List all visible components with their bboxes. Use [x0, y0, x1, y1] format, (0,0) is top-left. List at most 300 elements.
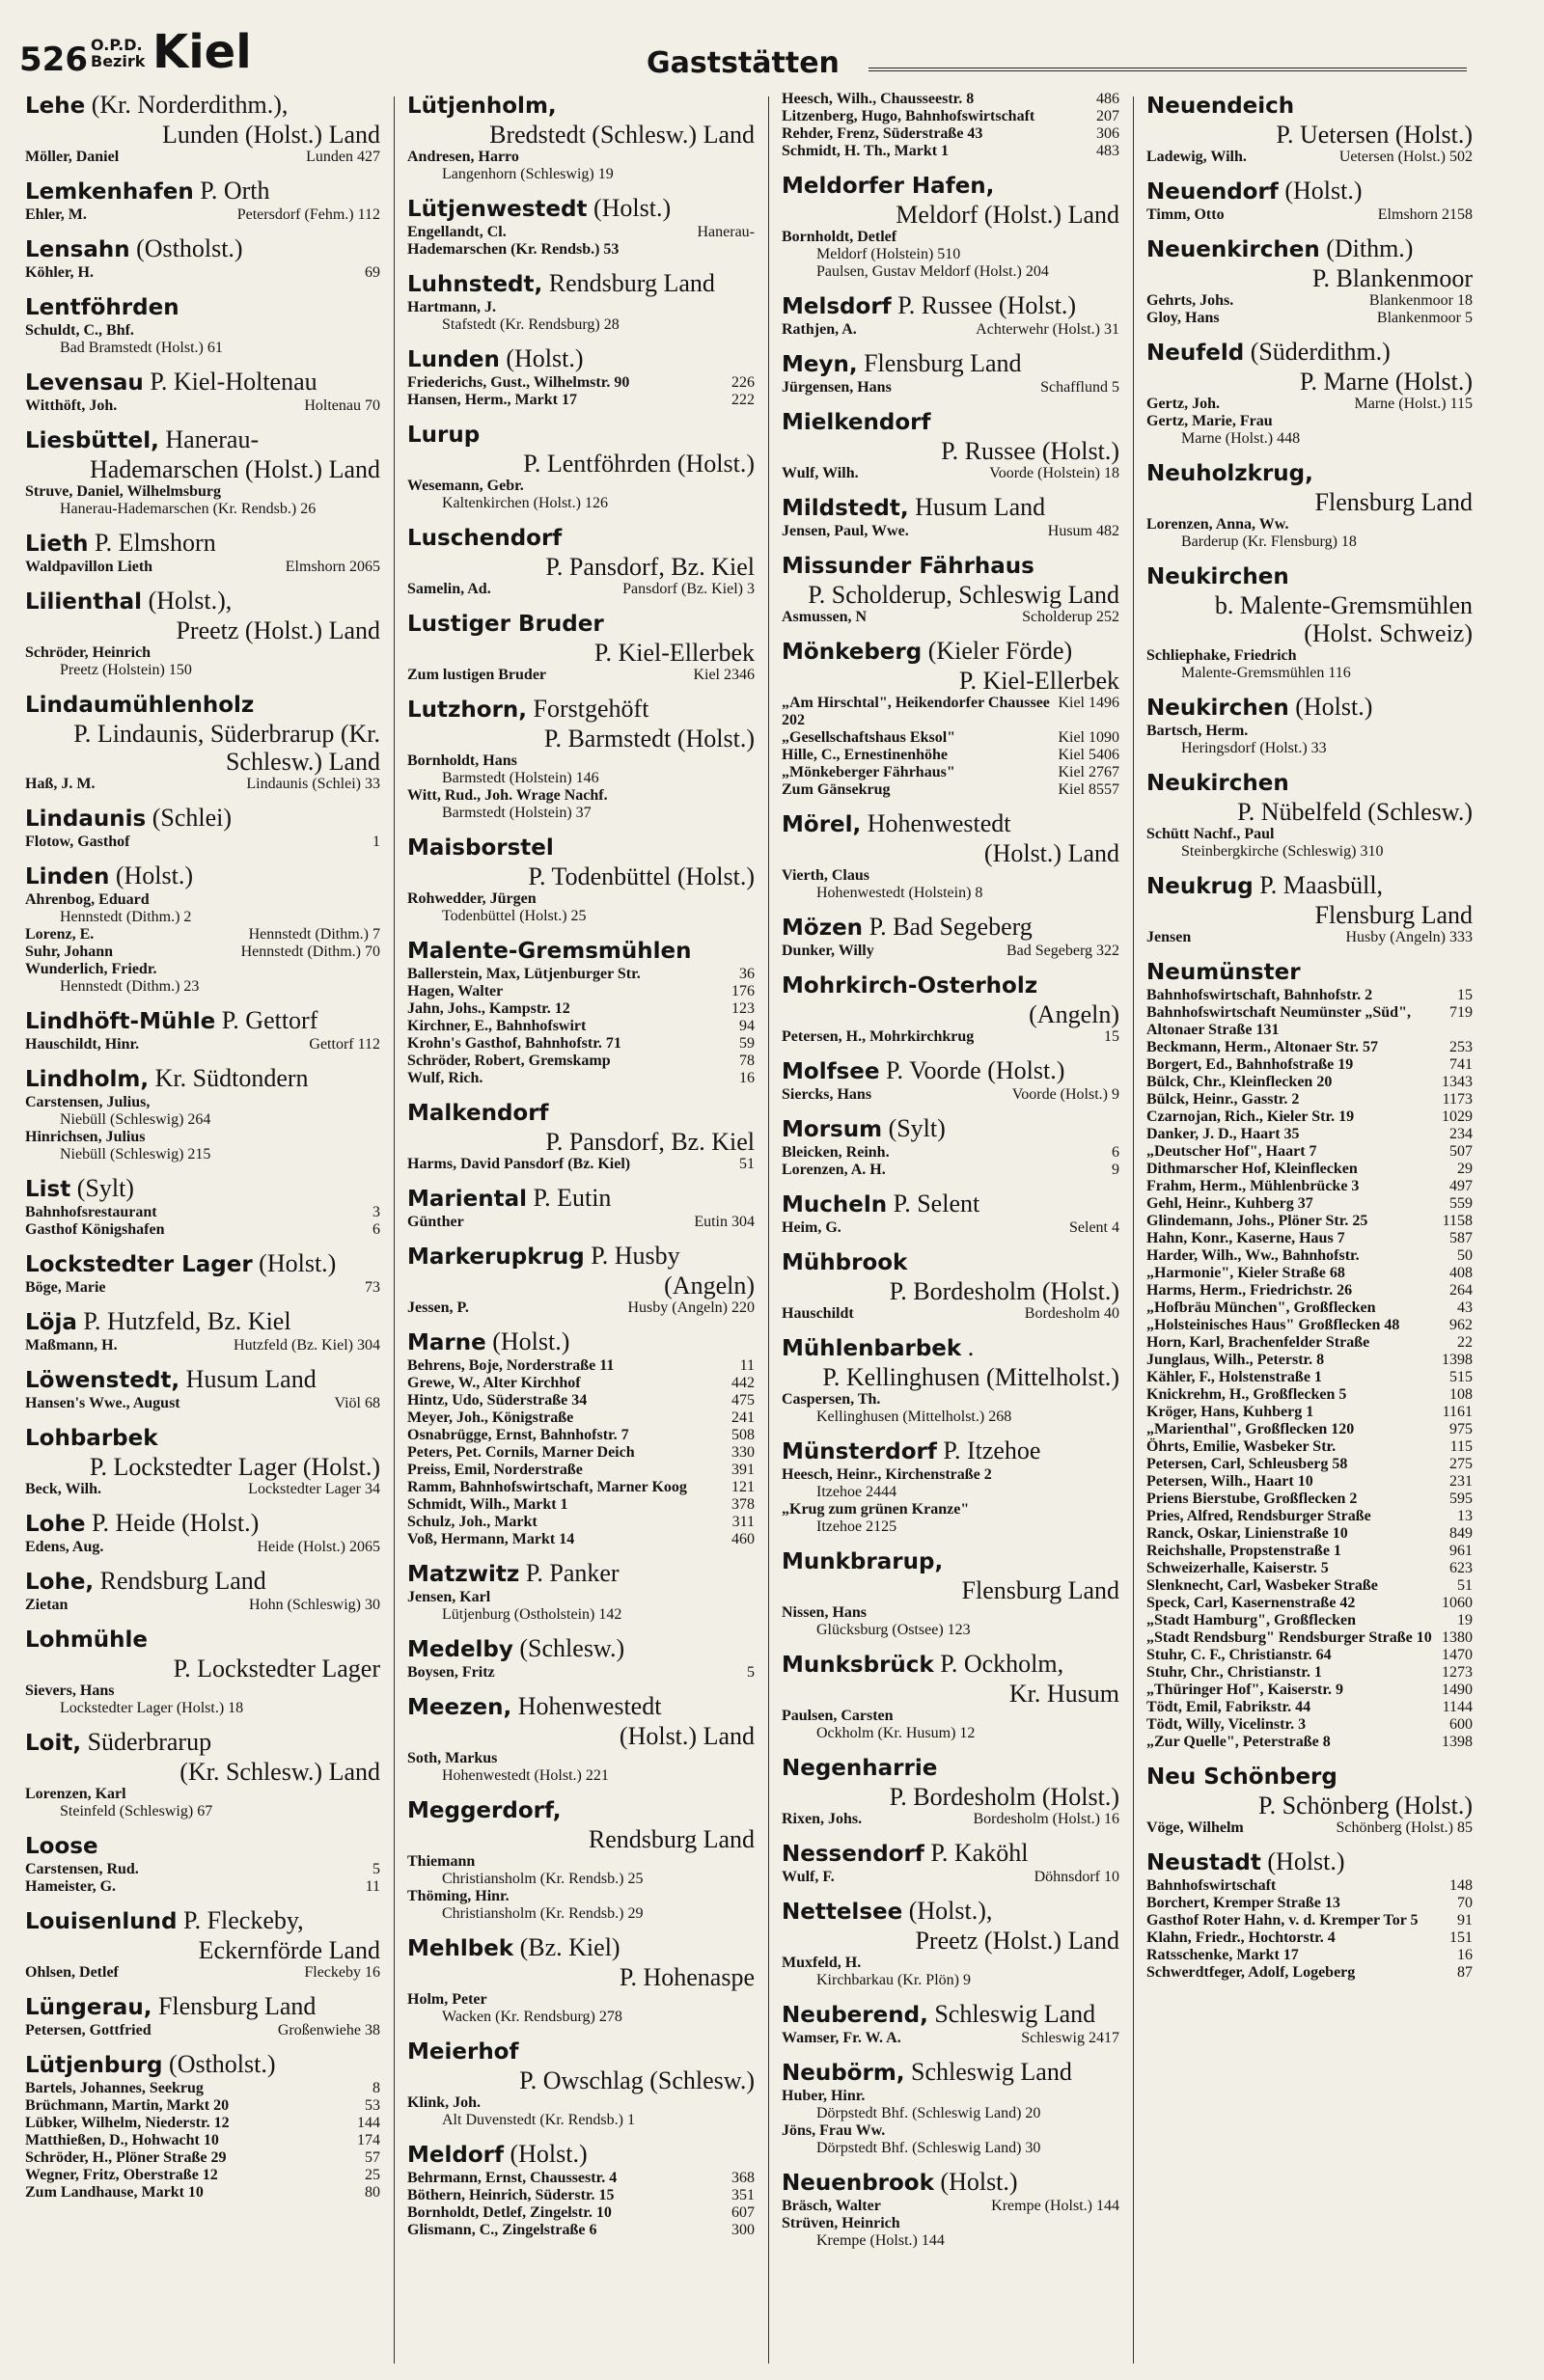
- place-detail: (Holst.): [1267, 1847, 1345, 1875]
- listing-name: Voß, Hermann, Markt 14: [407, 1531, 575, 1547]
- place-detail: (Holst.),: [908, 1897, 993, 1925]
- listing-location: Marne (Holst.) 448: [1181, 430, 1301, 447]
- listing-name: Holm, Peter: [407, 1991, 487, 2008]
- listing-phone: Blankenmoor 18: [1368, 292, 1473, 309]
- place-entry: [1146, 234, 1473, 327]
- place-detail: (Süderdithm.): [1250, 338, 1391, 366]
- listing-name: Harms, Herm., Friedrichstr. 26: [1146, 1282, 1353, 1299]
- listing-row: [25, 1094, 380, 1111]
- place-detail: (Sylt): [76, 1174, 134, 1202]
- listing-phone: 391: [731, 1462, 755, 1478]
- listing-phone: 486: [1096, 91, 1119, 107]
- place-postal: Hademarschen (Holst.) Land: [89, 455, 380, 483]
- place-heading: [1146, 768, 1473, 798]
- listing-row: [25, 2022, 380, 2039]
- place-name: Mörel,: [782, 812, 862, 837]
- listing-phone: 15: [1457, 987, 1473, 1003]
- listing-phone: 29: [1457, 1161, 1473, 1177]
- listing-name: Petersen, H., Mohrkirchkrug: [782, 1028, 975, 1045]
- listing-row: [25, 1481, 380, 1498]
- listing-name: Krohn's Gasthof, Bahnhofstr. 71: [407, 1035, 621, 1052]
- listing-name: Borgert, Ed., Bahnhofstraße 19: [1146, 1056, 1354, 1073]
- listing-location: Wacken (Kr. Rendsburg) 278: [442, 2009, 622, 2025]
- place-postal: (Angeln): [664, 1272, 755, 1299]
- listing-phone: 148: [1449, 1877, 1473, 1894]
- listing-name: Schmidt, H. Th., Markt 1: [782, 143, 950, 159]
- listing-location: Hohenwestedt (Holstein) 8: [816, 885, 983, 901]
- listing-location: Itzehoe 2125: [816, 1518, 897, 1535]
- listing-row: [1146, 1108, 1473, 1126]
- place-postal: Flensburg Land: [1314, 901, 1473, 929]
- listing-row: [407, 1462, 755, 1479]
- listing-name: Lübker, Wilhelm, Niederstr. 12: [25, 2115, 230, 2131]
- listing-phone: Elmshorn 2158: [1377, 206, 1473, 223]
- listing-name: „Stadt Hamburg", Großflecken: [1146, 1612, 1357, 1628]
- place-postal: P. Bordesholm (Holst.): [889, 1277, 1119, 1305]
- place-heading: [407, 194, 755, 224]
- listing-name: Zum Landhause, Markt 10: [25, 2184, 204, 2201]
- listing-name: Dithmarscher Hof, Kleinflecken: [1146, 1161, 1358, 1177]
- listing-name: Junglaus, Wilh., Peterstr. 8: [1146, 1352, 1325, 1368]
- listing-phone: Kiel 5406: [1058, 747, 1119, 763]
- place-entry: [782, 809, 1119, 902]
- listing-row: [407, 1496, 755, 1514]
- place-detail: Rendsburg Land: [548, 269, 715, 297]
- place-postal: P. Barmstedt (Holst.): [543, 725, 755, 752]
- place-entry: [782, 1114, 1119, 1179]
- listing-name: Jahn, Johs., Kampstr. 12: [407, 1000, 570, 1017]
- listing-name: Huber, Hinr.: [782, 2088, 866, 2104]
- listing-continuation: [407, 1767, 755, 1785]
- place-name: Neustadt: [1146, 1850, 1261, 1875]
- place-name: Lindhöft-Mühle: [25, 1009, 216, 1034]
- listing-row: [782, 465, 1119, 482]
- listing-phone: 368: [731, 2170, 755, 2186]
- place-detail: (Ostholst.): [136, 234, 243, 262]
- listing-continuation: [782, 1518, 1119, 1536]
- place-detail: (Kr. Norderdithm.),: [91, 91, 289, 119]
- place-name: Neu Schönberg: [1146, 1764, 1337, 1790]
- place-heading: [407, 1795, 755, 1825]
- place-heading: [1146, 234, 1473, 264]
- listing-phone: Selent 4: [1069, 1219, 1119, 1236]
- listing-location: Heringsdorf (Holst.) 33: [1181, 740, 1327, 756]
- listing-row: [25, 776, 380, 793]
- place-entry: [407, 2140, 755, 2239]
- place-name: Loose: [25, 1834, 98, 1859]
- place-heading: [25, 368, 380, 397]
- place-postal: (Kr. Schlesw.) Land: [179, 1758, 380, 1786]
- place-entry: [782, 407, 1119, 482]
- listing-row: [1146, 1819, 1473, 1837]
- listing-phone: Hennstedt (Dithm.) 70: [240, 944, 380, 960]
- listing-phone: 207: [1096, 108, 1119, 124]
- place-heading: [782, 551, 1119, 581]
- listing-row: [407, 224, 755, 241]
- listing-row: [1146, 723, 1473, 740]
- listing-name: Ladewig, Wilh.: [1146, 149, 1247, 165]
- listing-name: Schröder, H., Plöner Straße 29: [25, 2149, 227, 2166]
- place-heading: [782, 349, 1119, 379]
- listing-phone: Blankenmoor 5: [1376, 310, 1473, 326]
- listing-row: [1146, 1369, 1473, 1386]
- place-heading: [782, 2168, 1119, 2198]
- listing-name: Beckmann, Herm., Altonaer Str. 57: [1146, 1039, 1378, 1055]
- place-heading: [407, 936, 755, 966]
- listing-row: [25, 891, 380, 909]
- listing-phone: 6: [1112, 1144, 1119, 1161]
- listing-name: Wulf, F.: [782, 1869, 835, 1885]
- place-name: Levensau: [25, 370, 144, 396]
- place-detail: (Holst.): [593, 194, 672, 222]
- listing-row: [1146, 647, 1473, 665]
- listing-continuation: [782, 2105, 1119, 2122]
- listing-phone: 176: [731, 983, 755, 999]
- listing-name: Hinrichsen, Julius: [25, 1129, 146, 1145]
- listing-continuation: [407, 316, 755, 334]
- listing-phone: Eutin 304: [694, 1214, 755, 1230]
- column-divider: [394, 96, 395, 2364]
- listing-phone: Petersdorf (Fehm.) 112: [236, 206, 380, 223]
- listing-location: Niebüll (Schleswig) 215: [60, 1146, 211, 1163]
- listing-phone: Lockstedter Lager 34: [248, 1481, 380, 1497]
- listing-name: „Thüringer Hof", Kaiserstr. 9: [1146, 1682, 1343, 1698]
- place-entry: [407, 609, 755, 684]
- listing-name: Gehl, Heinr., Kuhberg 37: [1146, 1195, 1313, 1212]
- place-name: Lilienthal: [25, 589, 143, 615]
- listing-row: [407, 1018, 755, 1035]
- place-entry: [782, 2000, 1119, 2047]
- place-name: Lentföhrden: [25, 295, 179, 320]
- listing-name: Thiemann: [407, 1853, 476, 1870]
- district-label: [91, 37, 145, 69]
- place-postal: (Holst.) Land: [619, 1722, 755, 1750]
- place-heading: [407, 1184, 755, 1214]
- listing-name: Rehder, Frenz, Süderstraße 43: [782, 125, 983, 142]
- listing-phone: 59: [739, 1035, 755, 1052]
- place-heading: [25, 1423, 380, 1453]
- place-heading: [407, 1098, 755, 1128]
- listing-phone: Husby (Angeln) 333: [1345, 929, 1473, 945]
- listing-name: Wunderlich, Friedr.: [25, 961, 157, 977]
- listing-location: Christiansholm (Kr. Rendsb.) 25: [442, 1871, 644, 1887]
- place-heading: [782, 493, 1119, 523]
- listing-row: [1146, 1612, 1473, 1629]
- listing-name: Möller, Daniel: [25, 149, 120, 165]
- place-entry: [25, 368, 380, 415]
- listing-name: Slenknecht, Carl, Wasbeker Straße: [1146, 1577, 1378, 1594]
- listing-name: Sievers, Hans: [25, 1682, 115, 1699]
- listing-row: [782, 1144, 1119, 1162]
- place-name: Meezen,: [407, 1695, 512, 1720]
- listing-name: Böge, Marie: [25, 1279, 106, 1296]
- listing-row: [1146, 1560, 1473, 1577]
- listing-phone: 515: [1449, 1369, 1473, 1385]
- listing-name: Lorenzen, A. H.: [782, 1162, 886, 1178]
- listing-row: [1146, 1525, 1473, 1543]
- place-postal: P. Pansdorf, Bz. Kiel: [545, 1128, 755, 1156]
- place-name: Meldorf: [407, 2143, 504, 2168]
- listing-name: Heesch, Heinr., Kirchenstraße 2: [782, 1466, 992, 1483]
- place-heading: [407, 1559, 755, 1589]
- listing-row: [25, 1279, 380, 1297]
- district-line-1: O.P.D.: [91, 36, 143, 54]
- place-detail: (Holst.): [506, 344, 584, 372]
- place-detail: Süderbrarup: [87, 1728, 212, 1756]
- listing-location: Hennstedt (Dithm.) 2: [60, 909, 192, 925]
- listing-phone: 408: [1449, 1265, 1473, 1281]
- listing-row: [407, 752, 755, 770]
- column-divider: [768, 96, 769, 2364]
- place-entry: [407, 1559, 755, 1624]
- place-heading: [407, 1242, 755, 1272]
- place-detail: (Holst.): [1284, 177, 1363, 205]
- place-postal: P. Lindaunis, Süderbrarup (Kr. Schlesw.) Land: [73, 720, 380, 776]
- place-heading: [1146, 458, 1473, 488]
- place-entry: [25, 1906, 380, 1982]
- place-detail: P. Russee (Holst.): [897, 291, 1077, 319]
- place-name: Lockstedter Lager: [25, 1252, 253, 1277]
- listing-phone: 36: [739, 966, 755, 982]
- listing-phone: 483: [1096, 143, 1119, 159]
- listing-row: [1146, 1473, 1473, 1491]
- listing-phone: Krempe (Holst.) 144: [991, 2198, 1119, 2214]
- listing-row: [407, 890, 755, 908]
- listing-name: Behrens, Boje, Norderstraße 11: [407, 1357, 615, 1374]
- listing-phone: 123: [731, 1000, 755, 1017]
- listing-name: Carstensen, Julius,: [25, 1094, 151, 1110]
- listing-phone: 151: [1449, 1929, 1473, 1946]
- listing-phone: 300: [731, 2222, 755, 2238]
- listing-row: [782, 1305, 1119, 1323]
- place-detail: P. Bad Segeberg: [868, 913, 1033, 941]
- place-name: Luhnstedt,: [407, 272, 543, 297]
- listing-phone: 5: [747, 1664, 755, 1681]
- place-entry: [25, 2050, 380, 2202]
- listing-location: Alt Duvenstedt (Kr. Rendsb.) 1: [442, 2112, 635, 2128]
- place-heading: [25, 177, 380, 206]
- place-postal: P. Lockstedter Lager (Holst.): [89, 1453, 380, 1481]
- place-name: Linden: [25, 864, 110, 889]
- place-name: Lehe: [25, 94, 86, 119]
- listing-continuation: [1146, 740, 1473, 757]
- listing-phone: Heide (Holst.) 2065: [257, 1539, 380, 1555]
- listing-row: [25, 559, 380, 576]
- listing-phone: 741: [1449, 1056, 1473, 1073]
- place-entry: [25, 1249, 380, 1297]
- listing-phone: Großenwiehe 38: [277, 2022, 380, 2038]
- place-name: Mözen: [782, 916, 864, 941]
- listing-phone: Voorde (Holstein) 18: [989, 465, 1119, 481]
- listing-phone: Hanerau-: [697, 224, 755, 240]
- place-entry: [1146, 177, 1473, 224]
- place-entry: [407, 1184, 755, 1231]
- place-name: Munksbrück: [782, 1653, 934, 1678]
- place-entry: [25, 1728, 380, 1820]
- listing-row: [25, 1861, 380, 1878]
- listing-name: Gehrts, Johs.: [1146, 292, 1234, 309]
- listing-name: Knickrehm, H., Großflecken 5: [1146, 1386, 1347, 1403]
- listing-phone: 222: [731, 392, 755, 408]
- listing-name: „Stadt Rendsburg" Rendsburger Straße 10: [1146, 1629, 1432, 1646]
- listing-name: Hagen, Walter: [407, 983, 504, 999]
- place-detail: Husum Land: [185, 1365, 317, 1393]
- listing-row: [1146, 149, 1473, 166]
- place-heading: [782, 2000, 1119, 2030]
- place-detail: (Dithm.): [1326, 234, 1414, 262]
- place-heading: [407, 1933, 755, 1963]
- place-postal: P. Todenbüttel (Holst.): [528, 862, 755, 890]
- listing-name: Reichshalle, Propstenstraße 1: [1146, 1543, 1341, 1559]
- listing-phone: 306: [1096, 125, 1119, 142]
- listing-phone: 1060: [1442, 1595, 1473, 1611]
- place-entry: [1146, 693, 1473, 757]
- listing-name: Gertz, Joh.: [1146, 396, 1220, 412]
- place-heading: [407, 2037, 755, 2066]
- listing-name: Matthießen, D., Hohwacht 10: [25, 2132, 219, 2148]
- listing-name: Ratsschenke, Markt 17: [1146, 1947, 1299, 1963]
- listing-phone: 8: [372, 2080, 380, 2096]
- listing-phone: 22: [1457, 1334, 1473, 1351]
- listing-phone: 1161: [1442, 1404, 1473, 1420]
- listing-phone: Schleswig 2417: [1021, 2030, 1119, 2046]
- place-heading: [25, 1249, 380, 1279]
- listing-row: [782, 2198, 1119, 2215]
- place-name: Neuendorf: [1146, 179, 1279, 205]
- place-detail: P. Eutin: [533, 1184, 612, 1212]
- listing-row: [1146, 1213, 1473, 1230]
- place-heading: [25, 1992, 380, 2022]
- listing-name: Maßmann, H.: [25, 1337, 118, 1354]
- listing-location: Langenhorn (Schleswig) 19: [442, 166, 614, 182]
- listing-name: Bartels, Johannes, Seekrug: [25, 2080, 204, 2096]
- place-detail: Hanerau-: [165, 425, 260, 453]
- place-detail: P. Hutzfeld, Bz. Kiel: [83, 1307, 291, 1335]
- listing-name: Haß, J. M.: [25, 776, 96, 792]
- listing-location: Barmstedt (Holstein) 37: [442, 805, 592, 821]
- place-name: Lütjenwestedt: [407, 197, 588, 222]
- listing-name: Hansen, Herm., Markt 17: [407, 392, 577, 408]
- listing-name: Waldpavillon Lieth: [25, 559, 153, 575]
- listing-location: Malente-Gremsmühlen 116: [1181, 665, 1351, 681]
- place-name: Lindholm,: [25, 1067, 150, 1092]
- listing-name: Bahnhofswirtschaft: [1146, 1877, 1277, 1894]
- listing-location: Lütjenburg (Ostholstein) 142: [442, 1606, 622, 1623]
- listing-name: Zietan: [25, 1597, 69, 1613]
- place-postal: P. Owschlag (Schlesw.): [519, 2066, 755, 2094]
- place-postal: P. Scholderup, Schleswig Land: [808, 581, 1119, 609]
- listing-phone: Kiel 2346: [693, 667, 755, 683]
- listing-name: Jensen, Paul, Wwe.: [782, 523, 909, 539]
- place-detail: (Holst.),: [148, 587, 233, 615]
- listing-row: [25, 1964, 380, 1982]
- listing-name: Danker, J. D., Haart 35: [1146, 1126, 1300, 1142]
- listing-phone: Kiel 1090: [1058, 729, 1119, 746]
- listing-name: Bahnhofsrestaurant: [25, 1204, 157, 1220]
- place-detail: P. Selent: [893, 1190, 980, 1217]
- listing-row: [1146, 1178, 1473, 1195]
- listing-row: [782, 747, 1119, 764]
- place-detail: (Holst.): [1295, 693, 1373, 721]
- listing-phone: 378: [731, 1496, 755, 1513]
- listing-phone: Kiel 2767: [1058, 764, 1119, 780]
- listing-location: Dörpstedt Bhf. (Schleswig Land) 30: [816, 2140, 1041, 2156]
- place-detail: (Schlesw.): [519, 1634, 625, 1662]
- place-name: Morsum: [782, 1117, 883, 1142]
- listing-name: Hansen's Wwe., August: [25, 1395, 180, 1411]
- place-postal: Eckernförde Land: [198, 1936, 380, 1964]
- listing-phone: Kiel 1496: [1058, 695, 1119, 711]
- listing-row: [1146, 1143, 1473, 1161]
- place-detail: (Sylt): [888, 1114, 946, 1142]
- listing-phone: 1173: [1442, 1091, 1473, 1108]
- listing-phone: Achterwehr (Holst.) 31: [976, 321, 1119, 338]
- listing-name: Czarnojan, Rich., Kieler Str. 19: [1146, 1108, 1355, 1125]
- listing-row: [407, 2204, 755, 2222]
- place-name: Lurup: [407, 423, 481, 448]
- place-name: Lütjenburg: [25, 2053, 163, 2078]
- listing-name: Preiss, Emil, Norderstraße: [407, 1462, 583, 1478]
- place-heading: [25, 1567, 380, 1597]
- listing-name: Hille, C., Ernestinenhöhe: [782, 747, 949, 763]
- place-heading: [25, 2050, 380, 2080]
- listing-phone: 53: [365, 2097, 380, 2114]
- listing-name: Zum Gänsekrug: [782, 781, 891, 798]
- place-name: Mühlenbarbek: [782, 1336, 962, 1361]
- place-name: Lütjenholm,: [407, 94, 557, 119]
- listing-row: [782, 143, 1119, 160]
- listing-name: Thöming, Hinr.: [407, 1888, 510, 1904]
- listing-name: Peters, Pet. Cornils, Marner Deich: [407, 1444, 635, 1461]
- listing-row: [25, 1539, 380, 1556]
- listing-row: [1146, 413, 1473, 430]
- listing-row: [407, 1053, 755, 1070]
- listing-row: [1146, 310, 1473, 327]
- listing-name: Meyer, Joh., Königstraße: [407, 1409, 574, 1426]
- listing-row: [407, 1299, 755, 1317]
- listing-name: Lorenzen, Anna, Ww.: [1146, 516, 1289, 533]
- listing-row: [782, 91, 1119, 108]
- place-entry: [782, 637, 1119, 799]
- place-entry: [25, 177, 380, 224]
- page-number: 526: [19, 41, 88, 79]
- place-entry: [782, 349, 1119, 397]
- listing-location: Barmstedt (Holstein) 146: [442, 770, 599, 786]
- place-heading: [782, 809, 1119, 839]
- listing-name: Hademarschen (Kr. Rendsb.) 53: [407, 241, 620, 258]
- place-name: Neukirchen: [1146, 696, 1289, 721]
- listing-row: [1146, 1929, 1473, 1947]
- listing-name: Hintz, Udo, Süderstraße 34: [407, 1392, 588, 1409]
- listing-phone: 78: [739, 1053, 755, 1069]
- listing-name: Bleicken, Reinh.: [782, 1144, 890, 1161]
- listing-row: [782, 1219, 1119, 1237]
- place-entry: [1146, 561, 1473, 682]
- listing-row: [407, 2222, 755, 2239]
- listing-row: [25, 322, 380, 340]
- place-detail: (Kieler Förde): [927, 637, 1073, 665]
- place-name: Neuenkirchen: [1146, 237, 1320, 262]
- listing-name: Litzenberg, Hugo, Bahnhofswirtschaft: [782, 108, 1035, 124]
- place-postal: P. Uetersen (Holst.): [1276, 121, 1473, 149]
- place-detail: P. Kaköhl: [930, 1839, 1029, 1867]
- place-postal: Meldorf (Holst.) Land: [896, 201, 1119, 229]
- listing-location: Steinfeld (Schleswig) 67: [60, 1803, 213, 1819]
- listing-row: [25, 1786, 380, 1803]
- place-name: Neufeld: [1146, 341, 1245, 366]
- place-entry: [782, 2058, 1119, 2157]
- place-entry: [1146, 768, 1473, 861]
